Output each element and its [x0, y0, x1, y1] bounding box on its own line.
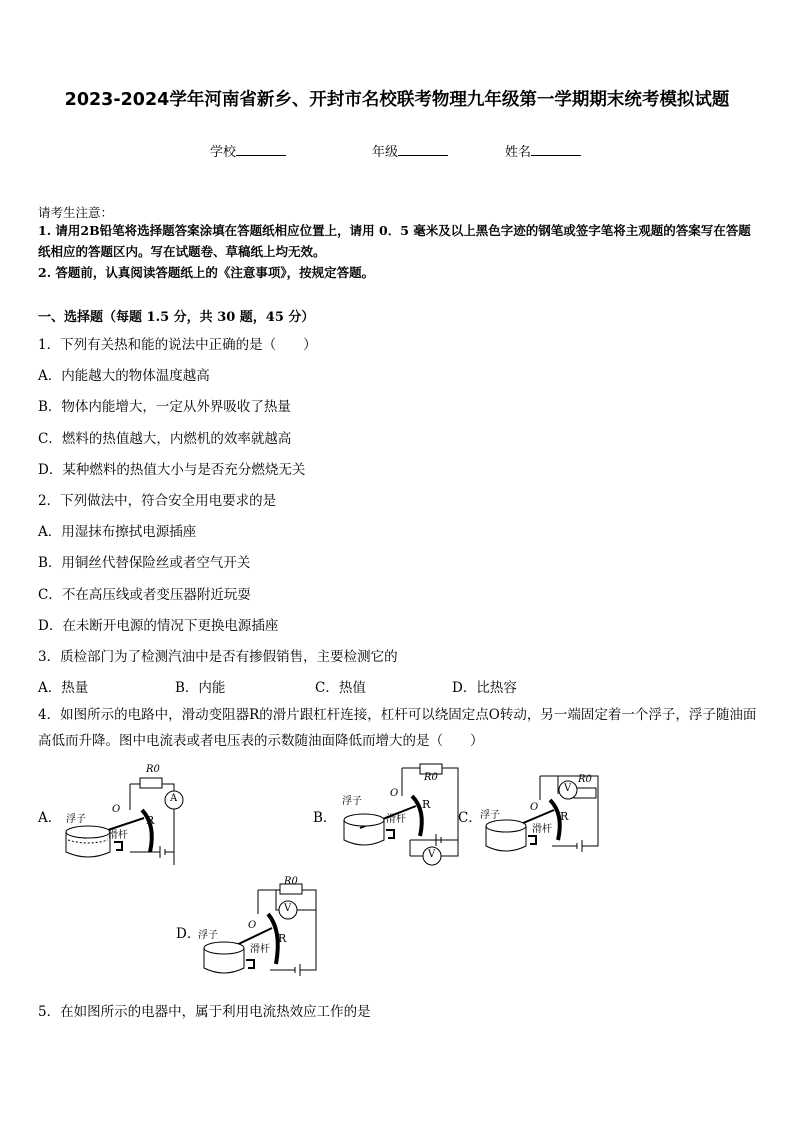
q2-option-b[interactable]: B．用铜丝代替保险丝或者空气开关: [38, 555, 251, 571]
float-label: 浮子: [342, 796, 362, 807]
name-blank[interactable]: [531, 143, 581, 156]
q1-option-c[interactable]: C．燃料的热值越大，内燃机的效率就越高: [38, 431, 292, 447]
q1-option-b[interactable]: B．物体内能增大，一定从外界吸收了热量: [38, 399, 291, 415]
name-label: 姓名: [505, 145, 532, 160]
resistor-label: R: [278, 932, 287, 945]
resistor-label: R: [422, 798, 431, 811]
q2-option-a[interactable]: A．用湿抹布擦拭电源插座: [38, 524, 197, 540]
notice-item-2: 2. 答题前，认真阅读答题纸上的《注意事项》，按规定答题。: [38, 265, 375, 280]
notice-item-1: 1. 请用2B铅笔将选择题答案涂填在答题纸相应位置上，请用 0．5 毫米及以上黑色字迹的钢笔或签字笔将主观题的答案写在答题纸相应的答题区内。写在试题卷、草稿纸上均无效。: [38, 223, 751, 259]
lever-label: 滑杆: [250, 944, 270, 955]
q2-stem: 2．下列做法中，符合安全用电要求的是: [38, 493, 277, 509]
grade-field[interactable]: [372, 141, 448, 160]
q4-option-c-label[interactable]: C．: [458, 810, 482, 826]
page-title: 2023-2024学年河南省新乡、开封市名校联考物理九年级第一学期期末统考模拟试题: [64, 90, 730, 110]
q5-stem: 5．在如图所示的电器中，属于利用电流热效应工作的是: [38, 1004, 371, 1020]
q3-option-b[interactable]: B．内能: [175, 680, 226, 696]
pivot-label: O: [390, 788, 399, 799]
q4-stem: 4．如图所示的电路中，滑动变阻器R的滑片跟杠杆连接，杠杆可以绕固定点O转动，另一端固定着一个浮子，浮子随油面高低而升降。图中电流表或者电压表的示数随油面降低而增大的是（ ）: [38, 707, 757, 749]
q3-option-d[interactable]: D．比热容: [452, 680, 517, 696]
q3-option-c[interactable]: C．热值: [315, 680, 366, 696]
q4-circuit-a[interactable]: [64, 764, 194, 869]
notice-heading: 请考生注意：: [38, 205, 114, 220]
school-blank[interactable]: [236, 143, 286, 156]
resistor-label: R: [146, 814, 155, 827]
q4-option-b-label[interactable]: B．: [313, 810, 337, 826]
grade-blank[interactable]: [398, 143, 448, 156]
q1-option-d[interactable]: D．某种燃料的热值大小与是否充分燃烧无关: [38, 462, 306, 478]
float-label: 浮子: [198, 930, 218, 941]
section-heading: 一、选择题（每题 1.5 分，共 30 题，45 分）: [38, 310, 315, 325]
school-field[interactable]: [210, 141, 286, 160]
q4-circuit-d[interactable]: [198, 876, 320, 988]
q1-stem: 1．下列有关热和能的说法中正确的是（ ）: [38, 337, 317, 353]
r0-label: R0: [146, 764, 160, 775]
float-label: 浮子: [66, 814, 86, 825]
resistor-label: R: [560, 810, 569, 823]
grade-label: 年级: [372, 145, 399, 160]
r0-label: R0: [424, 772, 438, 783]
pivot-label: O: [530, 802, 539, 813]
q4-circuit-c[interactable]: [482, 770, 602, 869]
ammeter-symbol: A: [170, 793, 178, 804]
voltmeter-symbol: V: [428, 849, 436, 860]
lever-label: 滑杆: [386, 814, 406, 825]
lever-label: 滑杆: [108, 830, 128, 841]
voltmeter-symbol: V: [284, 903, 292, 914]
q4-circuit-b[interactable]: [340, 766, 460, 870]
q4-option-a-label[interactable]: A．: [38, 810, 62, 826]
q2-option-d[interactable]: D．在未断开电源的情况下更换电源插座: [38, 618, 279, 634]
pivot-label: O: [112, 804, 121, 815]
q3-stem: 3．质检部门为了检测汽油中是否有掺假销售，主要检测它的: [38, 649, 398, 665]
float-label: 浮子: [480, 810, 500, 821]
q2-option-c[interactable]: C．不在高压线或者变压器附近玩耍: [38, 587, 251, 603]
school-label: 学校: [210, 145, 237, 160]
name-field[interactable]: [505, 141, 581, 160]
pivot-label: O: [248, 920, 257, 931]
q1-option-a[interactable]: A．内能越大的物体温度越高: [38, 368, 210, 384]
q4-option-d-label[interactable]: D．: [176, 926, 201, 942]
r0-label: R0: [578, 774, 592, 785]
q3-option-a[interactable]: A．热量: [38, 680, 89, 696]
lever-label: 滑杆: [532, 824, 552, 835]
voltmeter-symbol: V: [564, 783, 572, 794]
r0-label: R0: [284, 876, 298, 887]
